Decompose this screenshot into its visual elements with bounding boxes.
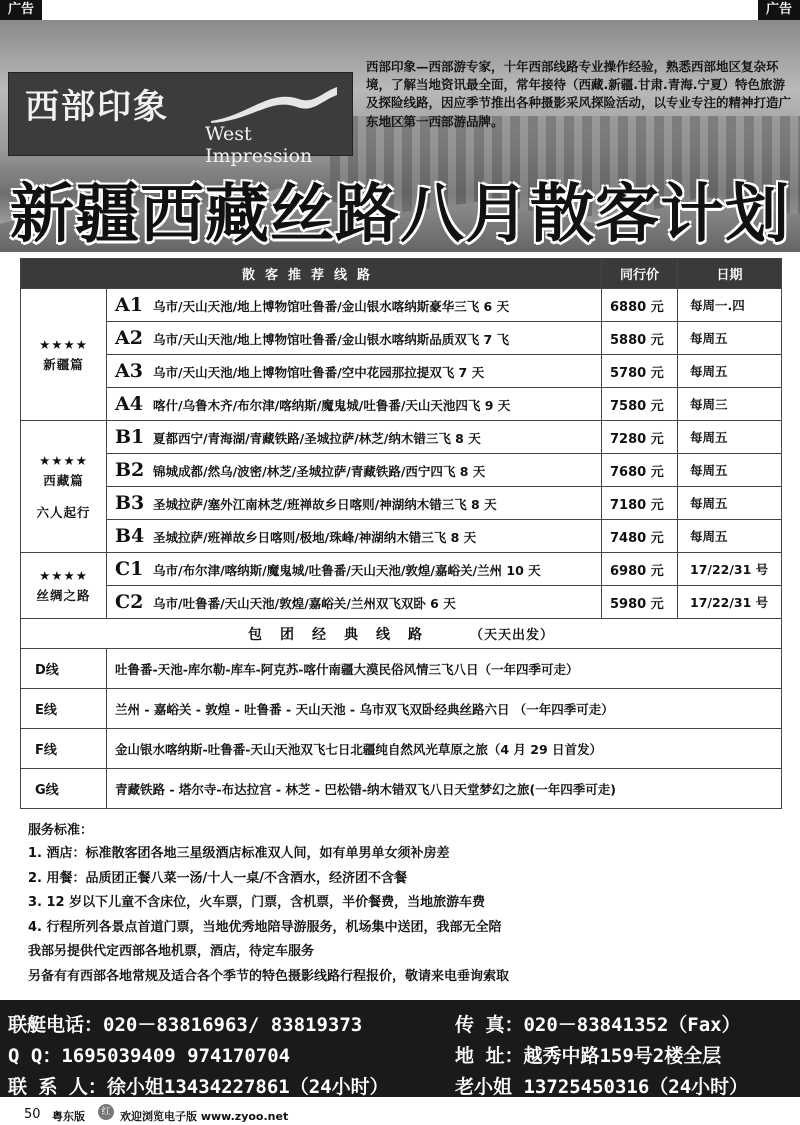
table-row (21, 388, 782, 421)
charter-row (21, 689, 782, 729)
charter-note: （天天出发） (469, 627, 554, 643)
star-rating-icon: ★★★★ (39, 336, 88, 352)
route-date: 每周五 (678, 355, 782, 388)
route-code: B1 (115, 426, 145, 448)
charter-title: 包团经典线路 (247, 626, 440, 643)
header-banner (0, 20, 800, 252)
contact-address: 地 址：越秀中路159号2楼全层 (455, 1045, 722, 1067)
route-cell (107, 520, 602, 553)
route-code: C2 (115, 591, 144, 613)
table-row (21, 322, 782, 355)
route-cell (107, 355, 602, 388)
page-footer (0, 1100, 800, 1125)
intro-brand: 西部印象—西部游专家， (366, 59, 504, 74)
star-rating-icon: ★★★★ (39, 452, 88, 468)
table-row (21, 487, 782, 520)
route-description: 夏都西宁/青海湖/青藏铁路/圣城拉萨/林芝/纳木错三飞 8 天 (153, 431, 481, 446)
route-date: 每周五 (678, 322, 782, 355)
service-item: 1. 酒店：标准散客团各地三星级酒店标准双人间，如有单男单女须补房差 (28, 846, 450, 861)
charter-row (21, 769, 782, 809)
company-intro (366, 58, 792, 131)
tour-schedule-table (20, 258, 782, 809)
brand-logo (8, 72, 353, 167)
route-code: B3 (115, 492, 145, 514)
route-code: A1 (115, 294, 143, 316)
route-description: 锦城成都/然乌/波密/林芝/圣城拉萨/青藏铁路/西宁四飞 8 天 (153, 464, 486, 479)
route-cell (107, 388, 602, 421)
route-description: 乌市/天山天池/地上博物馆吐鲁番/金山银水喀纳斯豪华三飞 6 天 (153, 299, 510, 314)
group-name: 丝绸之路 (36, 587, 91, 603)
route-code: B2 (115, 459, 145, 481)
route-date: 每周三 (678, 388, 782, 421)
header-date: 日期 (678, 259, 782, 289)
route-date: 每周五 (678, 421, 782, 454)
route-price: 6880 元 (602, 289, 678, 322)
charter-line-name: F线 (21, 729, 107, 769)
brand-mark-icon: 红 (98, 1104, 114, 1120)
route-price: 5780 元 (602, 355, 678, 388)
route-cell (107, 322, 602, 355)
route-code: A2 (115, 327, 143, 349)
table-row (21, 553, 782, 586)
ad-label-right: 广告 (758, 0, 800, 20)
page-title: 新疆西藏丝路八月散客计划 (10, 177, 790, 252)
route-cell (107, 586, 602, 619)
route-description: 圣城拉萨/塞外江南林芝/班禅故乡日喀则/神湖纳木错三飞 8 天 (153, 497, 497, 512)
route-price: 6980 元 (602, 553, 678, 586)
table-row (21, 421, 782, 454)
service-item: 另备有有西部各地常规及适合各个季节的特色摄影线路行程报价，敬请来电垂询索取 (28, 968, 510, 984)
route-code: C1 (115, 558, 144, 580)
charter-line-description: 吐鲁番-天池-库尔勒-库车-阿克苏-喀什南疆大漠民俗风情三飞八日（一年四季可走） (107, 649, 782, 689)
ad-label-left: 广告 (0, 0, 42, 20)
service-item: 2. 用餐：品质团正餐八菜一汤/十人一桌/不含酒水，经济团不含餐 (28, 870, 408, 886)
route-description: 喀什/乌鲁木齐/布尔津/喀纳斯/魔鬼城/吐鲁番/天山天池四飞 9 天 (153, 398, 511, 413)
browse-link-text[interactable]: 欢迎浏览电子版 www.zyoo.net (120, 1110, 289, 1123)
logo-chinese-text: 西部印象 (25, 87, 169, 127)
table-row (21, 520, 782, 553)
route-code: B4 (115, 525, 145, 547)
route-group-cell (21, 289, 107, 421)
logo-english-text: West Impression (205, 123, 313, 167)
route-price: 7180 元 (602, 487, 678, 520)
route-price: 7580 元 (602, 388, 678, 421)
route-date: 每周一.四 (678, 289, 782, 322)
route-code: A3 (115, 360, 143, 382)
route-group-cell (21, 421, 107, 553)
contact-fax: 传 真：020－83841352（Fax） (455, 1014, 741, 1036)
contact-bar (0, 1000, 800, 1097)
service-item: 3. 12 岁以下儿童不含床位，火车票，门票，含机票，半价餐费，当地旅游车费 (28, 895, 486, 910)
charter-header (21, 619, 782, 649)
contact-phone: 联艇电话：020－83816963/ 83819373 (8, 1014, 363, 1036)
table-row (21, 586, 782, 619)
contact-person-1: 联 系 人：徐小姐13434227861（24小时） (8, 1076, 389, 1098)
header-price: 同行价 (602, 259, 678, 289)
table-row (21, 454, 782, 487)
service-title: 服务标准： (28, 823, 94, 838)
route-description: 圣城拉萨/班禅故乡日喀则/极地/珠峰/神湖纳木错三飞 8 天 (153, 530, 477, 545)
route-date: 17/22/31 号 (678, 553, 782, 586)
route-description: 乌市/天山天池/地上博物馆吐鲁番/金山银水喀纳斯品质双飞 7 飞 (153, 332, 510, 347)
charter-line-description: 金山银水喀纳斯-吐鲁番-天山天池双飞七日北疆纯自然风光草原之旅（4 月 29 日首发） (107, 729, 782, 769)
charter-row (21, 649, 782, 689)
route-date: 每周五 (678, 454, 782, 487)
charter-line-name: D线 (21, 649, 107, 689)
route-description: 乌市/吐鲁番/天山天池/敦煌/嘉峪关/兰州双飞双卧 6 天 (153, 596, 456, 611)
route-price: 7480 元 (602, 520, 678, 553)
route-date: 每周五 (678, 487, 782, 520)
route-group-cell (21, 553, 107, 619)
charter-header-row (21, 619, 782, 649)
route-cell (107, 289, 602, 322)
route-date: 每周五 (678, 520, 782, 553)
page-number: 50 (24, 1107, 41, 1122)
charter-row (21, 729, 782, 769)
route-description: 乌市/布尔津/喀纳斯/魔鬼城/吐鲁番/天山天池/敦煌/嘉峪关/兰州 10 天 (153, 563, 541, 578)
route-price: 7280 元 (602, 421, 678, 454)
intro-text: 十年西部线路专业操作经验，熟悉西部地区复杂环境，了解当地资讯最全面，常年接待（西藏.新疆.甘肃.青海.宁夏）特色旅游及探险线路，因应季节推出各种摄影采风探险活动，以专业专注的精神打造广东地区第一西部游品牌。 (366, 59, 792, 129)
table-row (21, 289, 782, 322)
route-cell (107, 421, 602, 454)
group-note: 六人起行 (36, 504, 91, 520)
route-cell (107, 553, 602, 586)
table-header-row (21, 259, 782, 289)
route-price: 5980 元 (602, 586, 678, 619)
table-row (21, 355, 782, 388)
edition-label: 粤东版 (52, 1110, 85, 1123)
group-name: 西藏篇 (43, 472, 84, 488)
charter-line-name: E线 (21, 689, 107, 729)
service-standards (28, 820, 788, 989)
route-price: 7680 元 (602, 454, 678, 487)
contact-person-2: 老小姐 13725450316（24小时） (455, 1076, 749, 1098)
logo-swoosh-icon (209, 85, 339, 125)
header-route: 散客推荐线路 (21, 259, 602, 289)
route-cell (107, 487, 602, 520)
route-description: 乌市/天山天池/地上博物馆吐鲁番/空中花园那拉提双飞 7 天 (153, 365, 485, 380)
service-item: 我部另提供代定西部各地机票，酒店，待定车服务 (28, 944, 315, 959)
route-date: 17/22/31 号 (678, 586, 782, 619)
route-cell (107, 454, 602, 487)
charter-line-description: 兰州 - 嘉峪关 - 敦煌 - 吐鲁番 - 天山天池 - 乌市双飞双卧经典丝路六日 （一年四季可走） (107, 689, 782, 729)
route-code: A4 (115, 393, 143, 415)
route-price: 5880 元 (602, 322, 678, 355)
contact-qq: Q Q：1695039409 974170704 (8, 1045, 291, 1067)
service-item: 4. 行程所列各景点首道门票，当地优秀地陪导游服务，机场集中送团，我部无全陪 (28, 919, 502, 935)
charter-line-description: 青藏铁路 - 塔尔寺-布达拉宫 - 林芝 - 巴松错-纳木错双飞八日天堂梦幻之旅(一年四季可走) (107, 769, 782, 809)
group-name: 新疆篇 (43, 356, 84, 372)
charter-line-name: G线 (21, 769, 107, 809)
star-rating-icon: ★★★★ (39, 567, 88, 583)
